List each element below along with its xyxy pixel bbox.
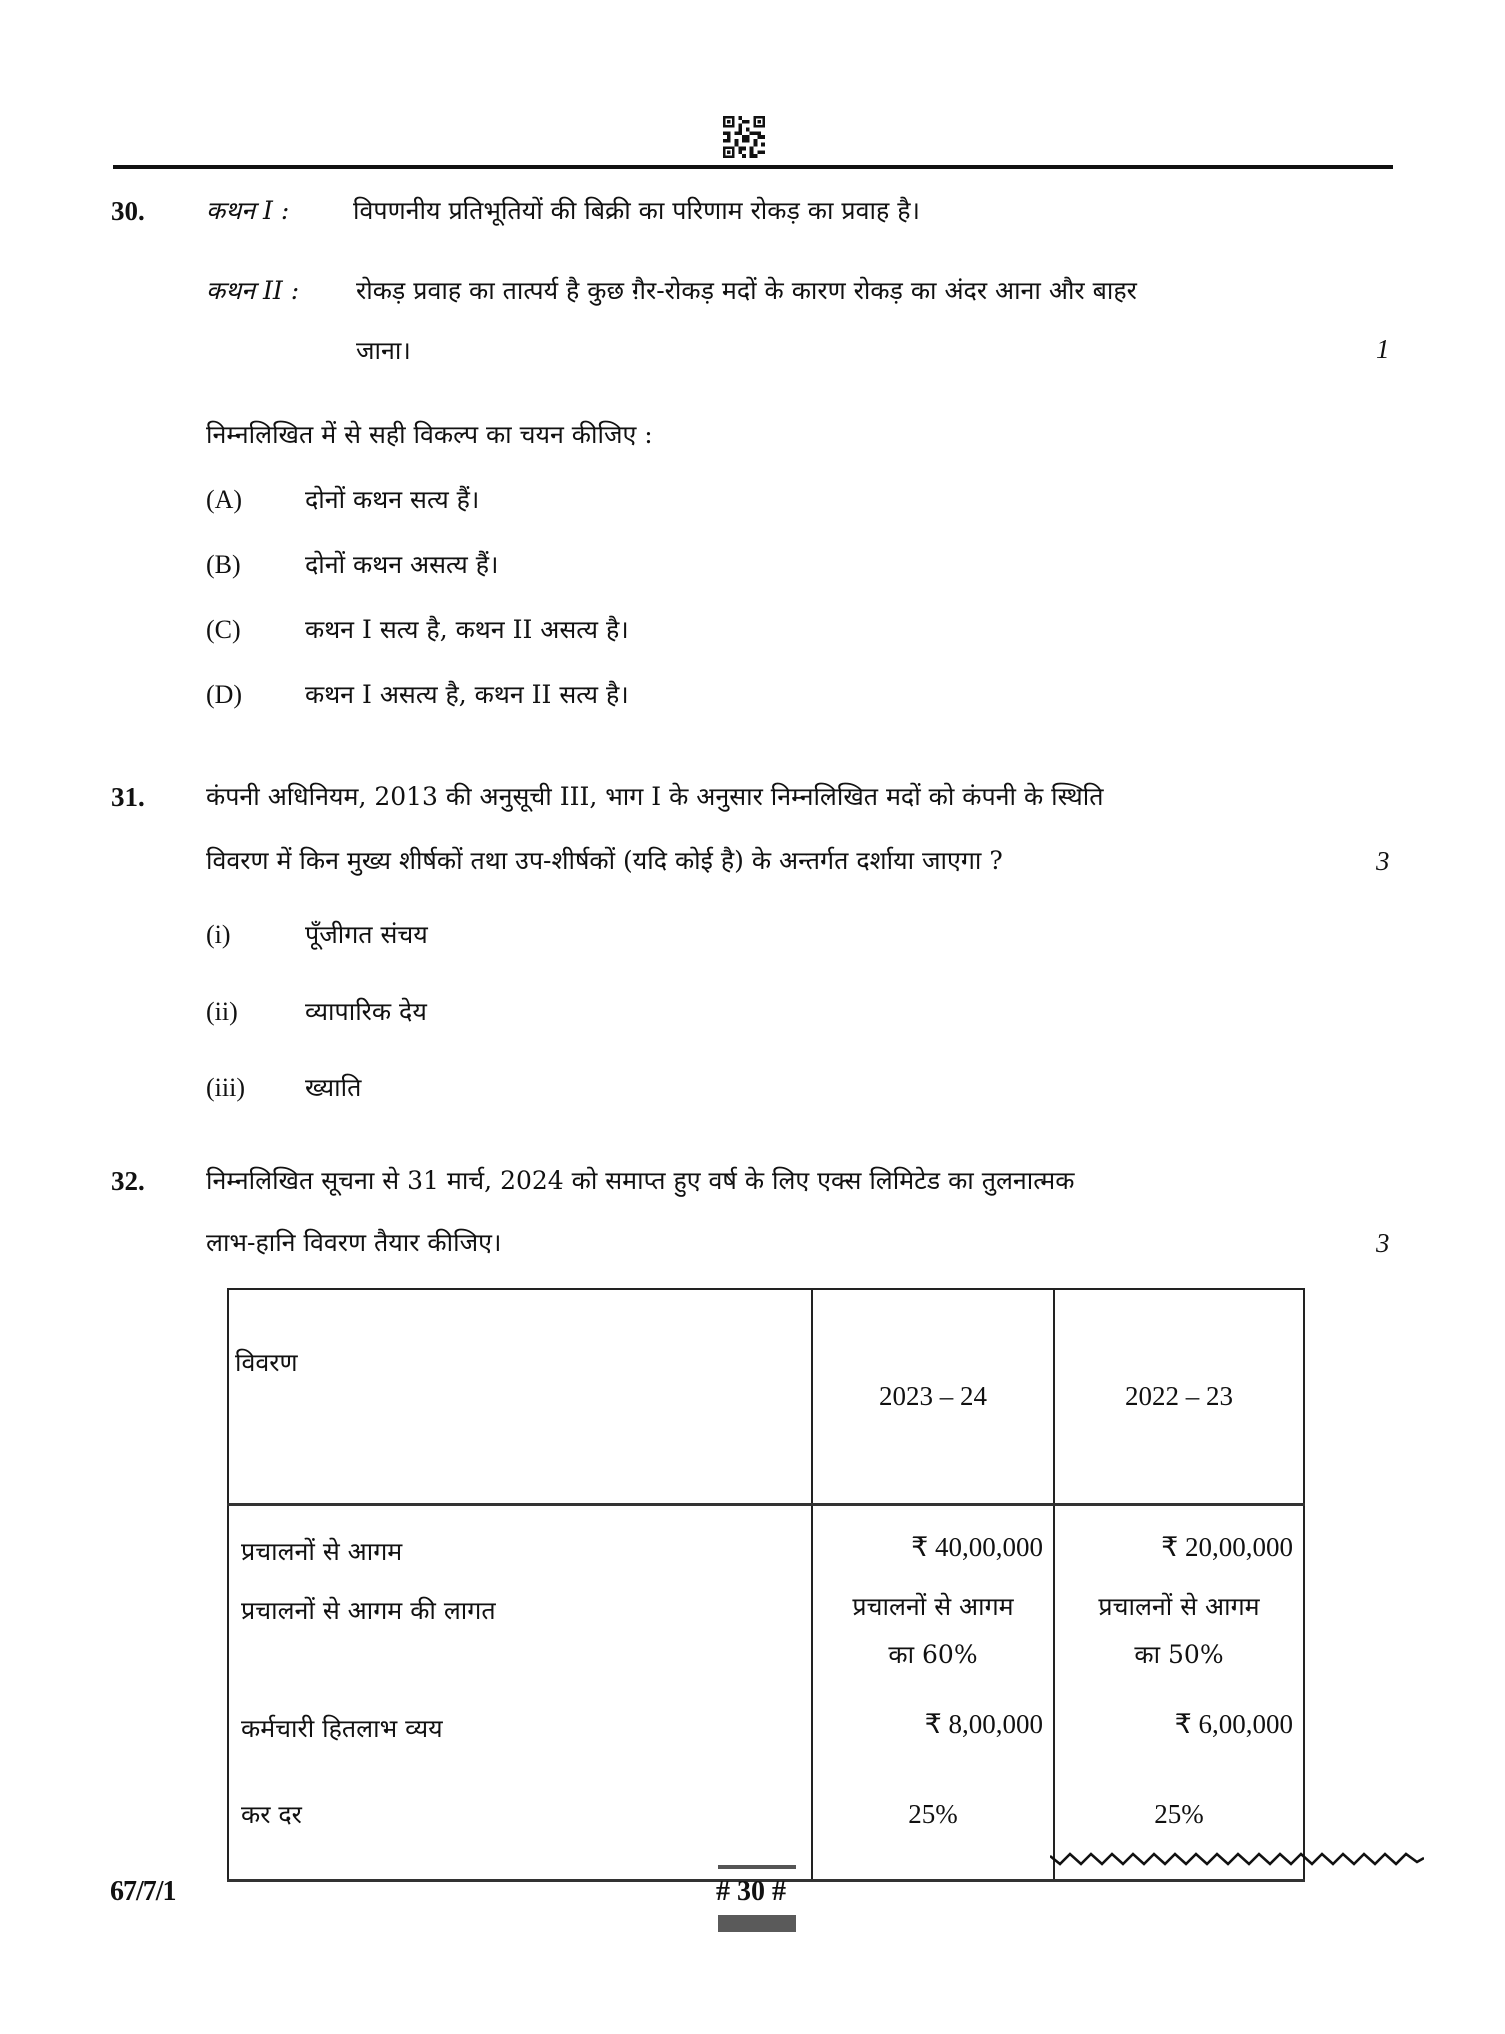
row-cost-2023-line-1: प्रचालनों से आगम xyxy=(1098,1591,1260,1621)
row-cost-2023 xyxy=(1054,1583,1304,1701)
row-cost-label: प्रचालनों से आगम की लागत xyxy=(228,1583,812,1701)
option-d-label: (D) xyxy=(206,680,243,709)
header-rule xyxy=(113,165,1393,169)
row-cost-2024-line-1: प्रचालनों से आगम xyxy=(852,1591,1014,1621)
continuation-zigzag-icon xyxy=(1050,1850,1424,1868)
question-32-line-1: निम्नलिखित सूचना से 31 मार्च, 2024 को समाप्त हुए वर्ष के लिए एक्स लिमिटेड का तुलनात्मक xyxy=(206,1166,1075,1195)
page-number: # 30 # xyxy=(716,1876,786,1907)
qr-code-icon xyxy=(722,116,766,158)
option-d-text: कथन I असत्य है, कथन II सत्य है। xyxy=(305,680,629,709)
row-revenue-2023: ₹ 20,00,000 xyxy=(1054,1505,1304,1583)
row-employee-2023: ₹ 6,00,000 xyxy=(1054,1701,1304,1789)
statement-2-line-2: जाना। xyxy=(356,336,411,365)
header-particulars: विवरण xyxy=(228,1289,812,1505)
item-iii-text: ख्याति xyxy=(305,1073,362,1102)
table-header-row xyxy=(228,1289,1304,1505)
question-30-instruction: निम्नलिखित में से सही विकल्प का चयन कीजिए : xyxy=(206,420,653,449)
paper-code: 67/7/1 xyxy=(110,1876,176,1907)
item-i-label: (i) xyxy=(206,920,231,949)
page-number-top-bar xyxy=(718,1865,796,1869)
statement-2-line-1: रोकड़ प्रवाह का तात्पर्य है कुछ ग़ैर-रोकड़ मदों के कारण रोकड़ का अंदर आना और बाहर xyxy=(356,276,1137,305)
option-b-text: दोनों कथन असत्य हैं। xyxy=(305,550,499,579)
header-2023-24: 2023 – 24 xyxy=(812,1289,1054,1505)
row-revenue-label: प्रचालनों से आगम xyxy=(228,1505,812,1583)
row-revenue-2024: ₹ 40,00,000 xyxy=(812,1505,1054,1583)
row-cost-2024 xyxy=(812,1583,1054,1701)
row-employee-2024: ₹ 8,00,000 xyxy=(812,1701,1054,1789)
option-c-text: कथन I सत्य है, कथन II असत्य है। xyxy=(305,615,629,644)
header-2022-23: 2022 – 23 xyxy=(1054,1289,1304,1505)
question-31-line-2: विवरण में किन मुख्य शीर्षकों तथा उप-शीर्षकों (यदि कोई है) के अन्तर्गत दर्शाया जाएगा ? xyxy=(206,846,1003,875)
item-iii-label: (iii) xyxy=(206,1073,245,1102)
item-ii-label: (ii) xyxy=(206,997,238,1026)
question-32-line-2: लाभ-हानि विवरण तैयार कीजिए। xyxy=(206,1228,502,1257)
row-tax-rate-label: कर दर xyxy=(228,1789,812,1881)
table-row xyxy=(228,1583,1304,1701)
option-a-text: दोनों कथन सत्य हैं। xyxy=(305,485,480,514)
question-31-line-1: कंपनी अधिनियम, 2013 की अनुसूची III, भाग I के अनुसार निम्नलिखित मदों को कंपनी के स्थिति xyxy=(206,782,1104,811)
row-cost-2023-line-2: का 50% xyxy=(1134,1639,1224,1669)
statement-1-text: विपणनीय प्रतिभूतियों की बिक्री का परिणाम रोकड़ का प्रवाह है। xyxy=(353,196,920,225)
item-i-text: पूँजीगत संचय xyxy=(305,920,428,949)
row-employee-label: कर्मचारी हितलाभ व्यय xyxy=(228,1701,812,1789)
question-30-marks: 1 xyxy=(1376,334,1390,364)
row-tax-rate-2024: 25% xyxy=(812,1789,1054,1881)
comparative-data-table xyxy=(227,1288,1305,1882)
row-tax-rate-2023: 25% xyxy=(1054,1789,1304,1881)
option-c-label: (C) xyxy=(206,615,241,644)
statement-1-label: कथन I : xyxy=(206,196,290,225)
question-30-number: 30. xyxy=(111,196,145,226)
question-32-number: 32. xyxy=(111,1166,145,1196)
question-31-marks: 3 xyxy=(1376,846,1390,876)
item-ii-text: व्यापारिक देय xyxy=(305,997,427,1026)
option-b-label: (B) xyxy=(206,550,241,579)
statement-2-label: कथन II : xyxy=(206,276,300,305)
table-row xyxy=(228,1505,1304,1583)
question-31-number: 31. xyxy=(111,782,145,812)
question-32-marks: 3 xyxy=(1376,1228,1390,1258)
page-number-bottom-bar xyxy=(718,1915,796,1932)
row-cost-2024-line-2: का 60% xyxy=(888,1639,978,1669)
table-row xyxy=(228,1701,1304,1789)
option-a-label: (A) xyxy=(206,485,243,514)
